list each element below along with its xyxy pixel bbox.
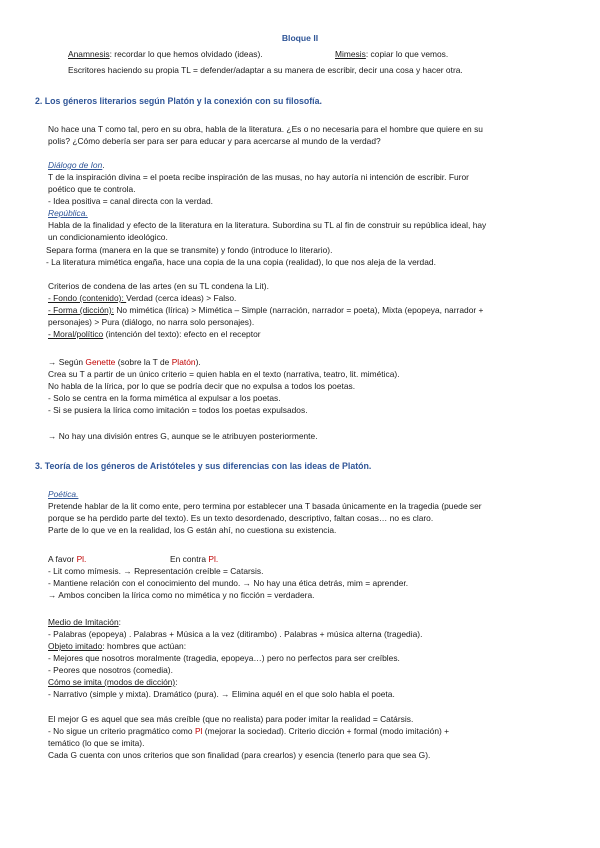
- paragraph: Cada G cuenta con unos criterios que son finalidad (para crearlos) y esencia (tenerlo para que sea G).: [48, 750, 431, 760]
- writers-line: Escritores haciendo su propia TL = defender/adaptar a su manera de escribir, decir una cosa y hacer otra.: [68, 65, 463, 75]
- genette-end: ).: [195, 357, 201, 367]
- paragraph: Crea su T a partir de un único criterio = quien habla en el texto (narrativa, teatro, lit. mimética).: [48, 369, 400, 379]
- mimesis-term: Mimesis: [335, 49, 366, 59]
- paragraph: - Peores que nosotros (comedia).: [48, 665, 173, 675]
- contra-pl: Pl.: [208, 554, 219, 564]
- paragraph: - Mejores que nosotros moralmente (tragedia, epopeya…) pero no perfectos para ser creíbles.: [48, 653, 400, 663]
- anamnesis-def: : recordar lo que hemos olvidado (ideas).: [109, 49, 263, 59]
- genette-name: Genette: [85, 357, 116, 367]
- section-3-heading: 3. Teoría de los géneros de Aristóteles y sus diferencias con las ideas de Platón.: [35, 461, 372, 471]
- favor-prefix: A favor: [48, 554, 77, 564]
- mimesis-def: : copiar lo que vemos.: [365, 49, 449, 59]
- paragraph: - Mantiene relación con el conocimiento del mundo. → No hay una ética detrás, mim = aprender.: [48, 578, 409, 588]
- pragmatic-a: - No sigue un criterio pragmático como: [48, 726, 195, 736]
- como-heading: [48, 677, 178, 688]
- paragraph: El mejor G es aquel que sea más creíble (que no realista) para poder imitar la realidad = Catársis.: [48, 714, 414, 724]
- forma-label: - Forma (dicción):: [48, 305, 114, 315]
- ion-title: Diálogo de Ion: [48, 160, 103, 170]
- poetica-title: Poética.: [48, 489, 79, 499]
- paragraph: Separa forma (manera en la que se transmite) y fondo (introduce lo literario).: [46, 245, 333, 255]
- favor-label: [48, 554, 86, 565]
- paragraph: Habla de la finalidad y efecto de la literatura en la literatura. Subordina su TL al fin de construir su república ideal, hay: [48, 220, 487, 230]
- objeto-label: Objeto imitado: [48, 641, 103, 651]
- paragraph: Criterios de condena de las artes (en su TL condena la Lit).: [48, 281, 269, 291]
- section-2-heading: 2. Los géneros literarios según Platón y la conexión con su filosofía.: [35, 96, 322, 106]
- republica-title: República.: [48, 208, 88, 218]
- paragraph: Parte de lo que ve en la realidad, los G están ahí, no cuestiona su existencia.: [48, 525, 337, 535]
- paragraph: - Si se pusiera la lírica como imitación = todos los poetas expulsados.: [48, 405, 308, 415]
- genette-line: [48, 357, 201, 368]
- contra-prefix: En contra: [170, 554, 209, 564]
- como-label: Cómo se imita (modos de dicción): [48, 677, 176, 687]
- anamnesis-term: Anamnesis: [68, 49, 110, 59]
- paragraph: T de la inspiración divina = el poeta recibe inspiración de las musas, no hay autoría ni intención de escribir. Furor: [48, 172, 469, 182]
- fondo-text: Verdad (cerca ideas) > Falso.: [126, 293, 237, 303]
- paragraph: polis? ¿Cómo debería ser para ser para educar y para acercarse al mundo de la verdad?: [48, 136, 381, 146]
- contra-label: [170, 554, 218, 565]
- paragraph: - Palabras (epopeya) . Palabras + Música a la vez (ditirambo) . Palabras + música alterna (tragedia).: [48, 629, 423, 639]
- paragraph: No hace una T como tal, pero en su obra, habla de la literatura. ¿Es o no necesaria para el hombre que quiere en su: [48, 124, 483, 134]
- paragraph: - Narrativo (simple y mixta). Dramático (pura). → Elimina aquél en el que solo habla el poeta.: [48, 689, 395, 699]
- paragraph: temático (lo que se imita).: [48, 738, 145, 748]
- paragraph: → No hay una división entres G, aunque se le atribuyen posteriormente.: [48, 431, 318, 441]
- paragraph: → Ambos conciben la lírica como no mimética y no ficción = verdadera.: [48, 590, 315, 600]
- moral-label: - Moral/político: [48, 329, 104, 339]
- paragraph: un condicionamiento ideológico.: [48, 232, 168, 242]
- paragraph: - Solo se centra en la forma mimética al expulsar a los poetas.: [48, 393, 281, 403]
- pragmatic-b: (mejorar la sociedad). Criterio dicción + formal (modo imitación) +: [202, 726, 450, 736]
- paragraph: Pretende hablar de la lit como ente, pero termina por establecer una T basada únicamente en la tragedia (puede ser: [48, 501, 482, 511]
- page-title: Bloque II: [281, 33, 319, 43]
- paragraph: porque se ha perdido parte del texto). Es un texto desordenado, descriptivo, faltan cosas… no es claro.: [48, 513, 434, 523]
- genette-platon: Platón: [171, 357, 196, 367]
- favor-pl: Pl.: [76, 554, 87, 564]
- criterio-forma: [48, 305, 483, 316]
- criterio-moral: [48, 329, 261, 340]
- paragraph: - Lit como mímesis. → Representación creíble = Catarsis.: [48, 566, 264, 576]
- paragraph: No habla de la lírica, por lo que se podría decir que no expulsa a todos los poetas.: [48, 381, 356, 391]
- paragraph: personajes) > Pura (diálogo, no narra solo personajes).: [48, 317, 255, 327]
- fondo-label: - Fondo (contenido):: [48, 293, 127, 303]
- pragmatic-pl: Pl: [194, 726, 203, 736]
- ion-dot: .: [102, 160, 105, 170]
- objeto-text: : hombres que actúan:: [102, 641, 187, 651]
- objeto-heading: [48, 641, 186, 652]
- genette-prefix: → Según: [48, 357, 86, 367]
- medio-heading: [48, 617, 121, 628]
- como-colon: :: [175, 677, 178, 687]
- medio-colon: :: [118, 617, 122, 627]
- anamnesis-line: [68, 49, 263, 60]
- paragraph: - La literatura mimética engaña, hace una copia de la una copia (realidad), lo que nos aleja de la verdad.: [46, 257, 436, 267]
- criterio-fondo: [48, 293, 236, 304]
- paragraph: poético que te controla.: [48, 184, 136, 194]
- paragraph: - Idea positiva = canal directa con la verdad.: [48, 196, 214, 206]
- mimesis-line: [335, 49, 448, 60]
- moral-text: (intención del texto): efecto en el receptor: [103, 329, 261, 339]
- genette-mid: (sobre la T de: [115, 357, 172, 367]
- pragmatic-line: [48, 726, 449, 737]
- forma-text: No mimética (lírica) > Mimética – Simple (narración, narrador = poeta), Mixta (epopeya, narrador +: [113, 305, 484, 315]
- ion-heading: [48, 160, 105, 171]
- medio-label: Medio de Imitación: [48, 617, 119, 627]
